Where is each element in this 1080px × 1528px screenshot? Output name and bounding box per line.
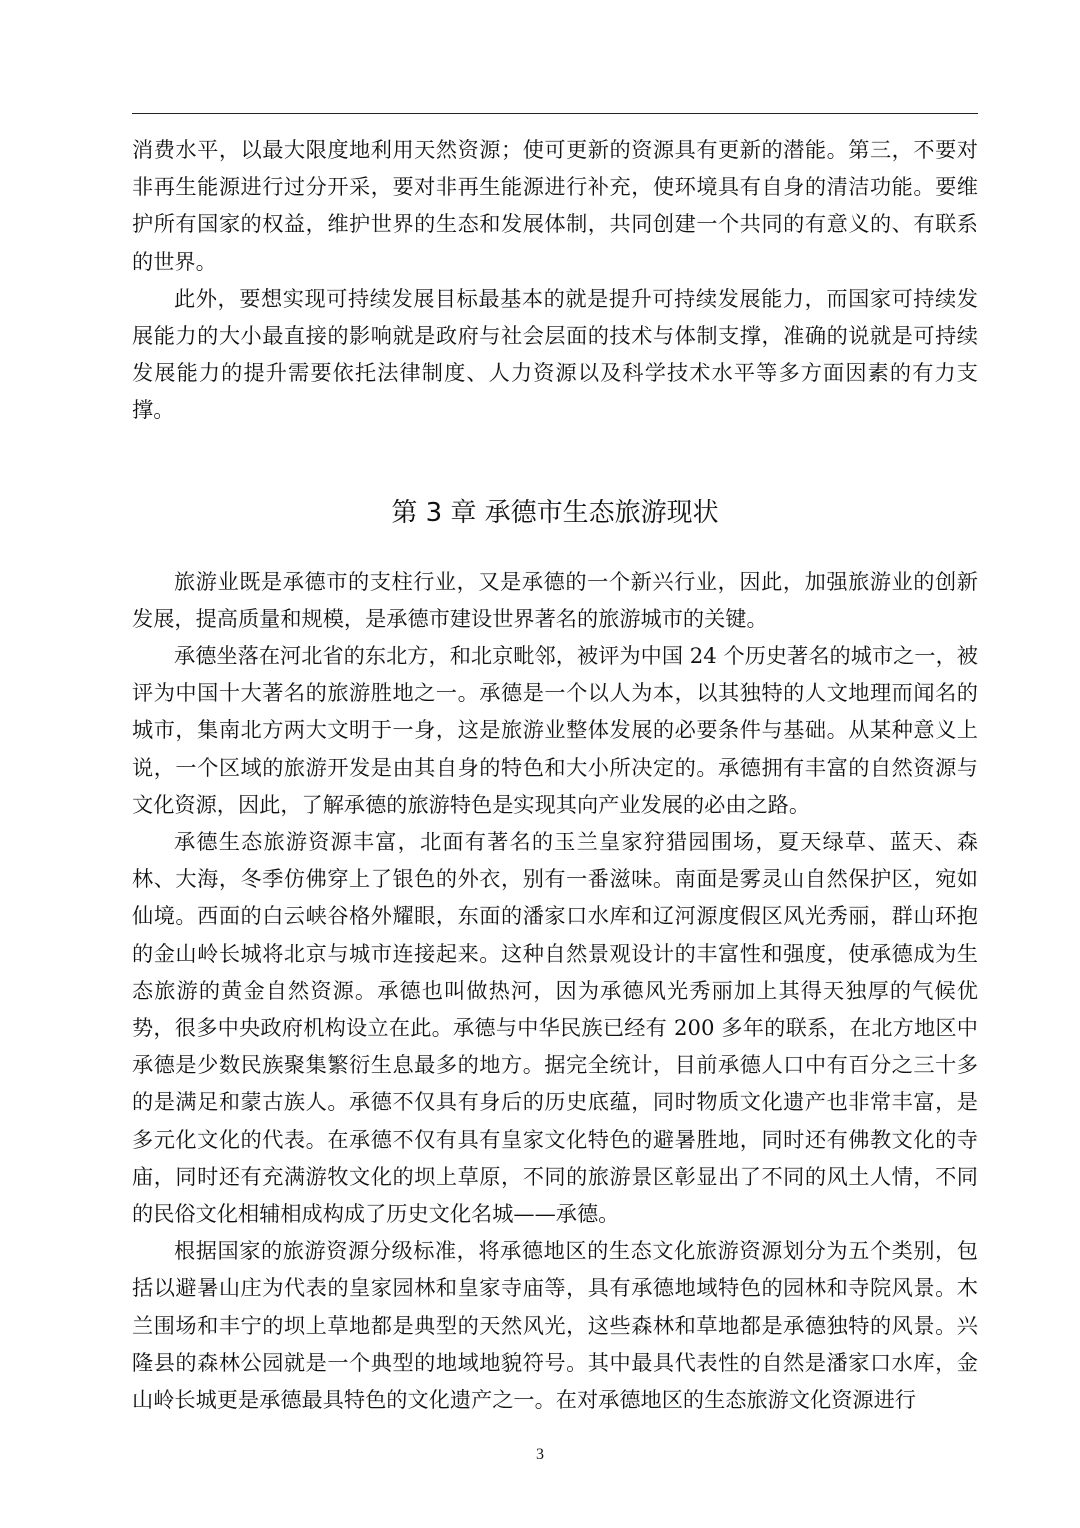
header-rule <box>132 113 978 114</box>
paragraph-sustainability-capacity: 此外，要想实现可持续发展目标最基本的就是提升可持续发展能力，而国家可持续发展能力的大小最直接的影响就是政府与社会层面的技术与体制支撑，准确的说就是可持续发展能力的提升需要依托法律制度、人力资源以及科学技术水平等多方面因素的有力支撑。 <box>132 285 978 423</box>
paragraph-chengde-location: 承德坐落在河北省的东北方，和北京毗邻，被评为中国 24 个历史著名的城市之一，被评为中国十大著名的旅游胜地之一。承德是一个以人为本，以其独特的人文地理而闻名的城市，集南北方两大文明于一身，这是旅游业整体发展的必要条件与基础。从某种意义上说，一个区域的旅游开发是由其自身的特色和大小所决定的。承德拥有丰富的自然资源与文化资源，因此，了解承德的旅游特色是实现其向产业发展的必由之路。 <box>132 643 978 817</box>
paragraph-resource-classification: 根据国家的旅游资源分级标准，将承德地区的生态文化旅游资源划分为五个类别，包括以避暑山庄为代表的皇家园林和皇家寺庙等，具有承德地域特色的园林和寺院风景。木兰围场和丰宁的坝上草地都是典型的天然风光，这些森林和草地都是承德独特的风景。兴隆县的森林公园就是一个典型的地域地貌符号。其中最具代表性的自然是潘家口水库，金山岭长城更是承德最具特色的文化遗产之一。在对承德地区的生态旅游文化资源进行 <box>132 1238 978 1413</box>
page-number: 3 <box>536 1446 544 1463</box>
chapter-title: 第 3 章 承德市生态旅游现状 <box>391 497 719 528</box>
paragraph-eco-resources: 承德生态旅游资源丰富，北面有著名的玉兰皇家狩猎园围场，夏天绿草、蓝天、森林、大海，冬季仿佛穿上了银色的外衣，别有一番滋味。南面是雾灵山自然保护区，宛如仙境。西面的白云峡谷格外耀眼，东面的潘家口水库和辽河源度假区风光秀丽，群山环抱的金山岭长城将北京与城市连接起来。这种自然景观设计的丰富性和强度，使承德成为生态旅游的黄金自然资源。承德也叫做热河，因为承德风光秀丽加上其得天独厚的气候优势，很多中央政府机构设立在此。承德与中华民族已经有 200 多年的联系，在北方地区中承德是少数民族聚集繁衍生息最多的地方。据完全统计，目前承德人口中有百分之三十多的是满足和蒙古族人。承德不仅具有身后的历史底蕴，同时物质文化遗产也非常丰富，是多元化文化的代表。在承德不仅有具有皇家文化特色的避暑胜地，同时还有佛教文化的寺庙，同时还有充满游牧文化的坝上草原，不同的旅游景区彰显出了不同的风土人情，不同的民俗文化相辅相成构成了历史文化名城——承德。 <box>132 829 978 1227</box>
paragraph-tourism-industry: 旅游业既是承德市的支柱行业，又是承德的一个新兴行业，因此，加强旅游业的创新发展，提高质量和规模，是承德市建设世界著名的旅游城市的关键。 <box>132 568 978 631</box>
paragraph-continuation: 消费水平，以最大限度地利用天然资源；使可更新的资源具有更新的潜能。第三，不要对非再生能源进行过分开采，要对非再生能源进行补充，使环境具有自身的清洁功能。要维护所有国家的权益，维护世界的生态和发展体制，共同创建一个共同的有意义的、有联系的世界。 <box>132 137 978 274</box>
page-body <box>132 131 978 1418</box>
chapter-body <box>132 563 978 1419</box>
